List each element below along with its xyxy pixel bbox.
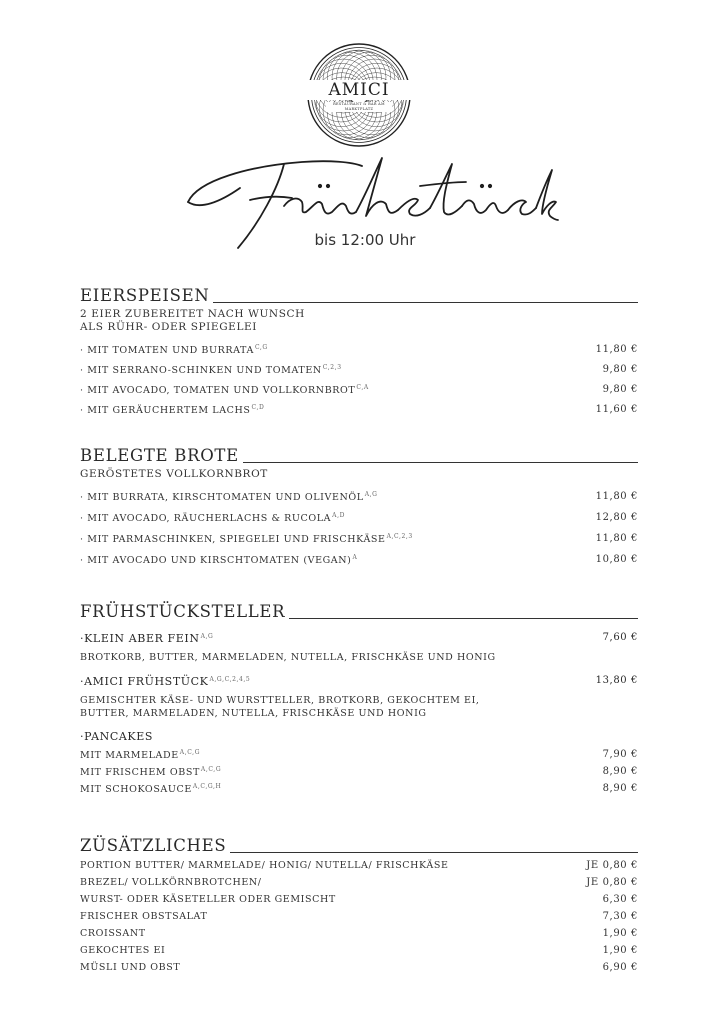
menu-item	[80, 962, 638, 979]
item-price: 7,90 €	[602, 749, 638, 760]
item-name	[80, 533, 413, 545]
menu-item	[80, 860, 638, 877]
menu-item	[80, 945, 638, 962]
item-price: 1,90 €	[602, 945, 638, 956]
section-subtitle: 2 EIER ZUBEREITET NACH WUNSCH	[80, 308, 305, 320]
item-label: · MIT AVOCADO UND KIRSCHTOMATEN (VEGAN)	[80, 555, 352, 566]
menu-item	[80, 928, 638, 945]
menu-item	[80, 491, 638, 512]
platter-label: ·PANCAKES	[80, 730, 154, 743]
item-label: · MIT AVOCADO, RÄUCHERLACHS & RUCOLA	[80, 513, 332, 524]
allergen-codes: A,G	[200, 633, 214, 640]
item-label: · MIT AVOCADO, TOMATEN UND VOLLKORNBROT	[80, 385, 356, 396]
item-name	[80, 783, 221, 795]
item-price: 11,80 €	[595, 491, 638, 502]
item-price: 11,80 €	[595, 344, 638, 355]
platter-description: GEMISCHTER KÄSE- UND WURSTTELLER, BROTKORB, GEKOCHTEM EI,	[80, 695, 480, 706]
menu-item	[80, 894, 638, 911]
allergen-codes: A,C,G	[179, 749, 201, 756]
item-price: JE 0,80 €	[586, 860, 638, 871]
item-name: BREZEL/ VOLLKÖRNBROTCHEN/	[80, 877, 262, 888]
menu-item	[80, 783, 638, 800]
section-subtitle: GERÖSTETES VOLLKORNBROT	[80, 468, 268, 480]
menu-item	[80, 766, 638, 783]
item-name: PORTION BUTTER/ MARMELADE/ HONIG/ NUTELLA/ FRISCHKÄSE	[80, 860, 449, 871]
section-title: FRÜHSTÜCKSTELLER	[80, 602, 289, 621]
platter-amici-fruehstueck	[80, 675, 638, 720]
allergen-codes: A,G	[364, 491, 378, 498]
section-zusaetzliches	[80, 834, 638, 979]
platter-title	[80, 632, 638, 648]
menu-item	[80, 749, 638, 766]
item-price: 8,90 €	[602, 783, 638, 794]
item-label: · MIT BURRATA, KIRSCHTOMATEN UND OLIVENÖL	[80, 492, 364, 503]
item-name: FRISCHER OBSTSALAT	[80, 911, 208, 922]
allergen-codes: A	[352, 554, 358, 561]
platter-pancakes	[80, 730, 638, 800]
item-name	[80, 491, 378, 503]
platter-klein-aber-fein	[80, 632, 638, 664]
item-price: 11,60 €	[595, 404, 638, 415]
section-header	[80, 444, 638, 466]
section-title: EIERSPEISEN	[80, 286, 213, 305]
item-label: MIT MARMELADE	[80, 750, 179, 761]
item-price: JE 0,80 €	[586, 877, 638, 888]
item-price: 11,80 €	[595, 533, 638, 544]
item-price: 6,90 €	[602, 962, 638, 973]
item-name: GEKOCHTES EI	[80, 945, 166, 956]
menu-item	[80, 384, 638, 404]
item-name: CROISSANT	[80, 928, 146, 939]
section-title: BELEGTE BROTE	[80, 446, 243, 465]
item-price: 6,30 €	[602, 894, 638, 905]
item-name	[80, 364, 342, 376]
section-fruehstuecksteller	[80, 600, 638, 810]
allergen-codes: A,G,C,2,4,5	[209, 676, 251, 683]
platter-title	[80, 730, 638, 746]
allergen-codes: C,G	[254, 344, 268, 351]
item-name	[80, 766, 221, 778]
platter-label: ·KLEIN ABER FEIN	[80, 632, 200, 645]
section-header	[80, 600, 638, 622]
menu-item	[80, 404, 638, 424]
item-price: 7,60 €	[602, 632, 638, 643]
section-header	[80, 284, 638, 306]
section-subtitle: ALS RÜHR- ODER SPIEGELEI	[80, 321, 258, 333]
menu-item	[80, 344, 638, 364]
item-name	[80, 554, 357, 566]
platter-description: BROTKORB, BUTTER, MARMELADEN, NUTELLA, FRISCHKÄSE UND HONIG	[80, 652, 496, 663]
menu-item	[80, 512, 638, 533]
menu-item	[80, 364, 638, 384]
item-name	[80, 512, 345, 524]
platter-label: ·AMICI FRÜHSTÜCK	[80, 675, 209, 688]
menu-item	[80, 877, 638, 894]
serving-time: bis 12:00 Uhr	[314, 231, 416, 249]
item-price: 9,80 €	[602, 384, 638, 395]
menu-item	[80, 533, 638, 554]
logo-name: AMICI	[306, 80, 412, 100]
logo-tagline: RESTAURANT & BAR AM MARKTPLATZ	[326, 102, 392, 112]
amici-logo	[306, 42, 412, 148]
section-header	[80, 834, 638, 856]
item-label: · MIT TOMATEN UND BURRATA	[80, 345, 254, 356]
menu-item	[80, 911, 638, 928]
section-eierspeisen	[80, 284, 638, 424]
menu-item	[80, 554, 638, 575]
item-label: MIT FRISCHEM OBST	[80, 767, 200, 778]
item-name	[80, 384, 369, 396]
item-price: 12,80 €	[595, 512, 638, 523]
item-name	[80, 404, 264, 416]
item-label: · MIT SERRANO-SCHINKEN UND TOMATEN	[80, 365, 322, 376]
item-price: 1,90 €	[602, 928, 638, 939]
item-price: 13,80 €	[595, 675, 638, 686]
item-name: MÜSLI UND OBST	[80, 962, 181, 973]
item-price: 10,80 €	[595, 554, 638, 565]
section-title: ZÜSÄTZLICHES	[80, 836, 230, 855]
section-belegte-brote	[80, 444, 638, 575]
item-label: · MIT PARMASCHINKEN, SPIEGELEI UND FRISCHKÄSE	[80, 534, 386, 545]
allergen-codes: C,2,3	[322, 364, 342, 371]
item-label: MIT SCHOKOSAUCE	[80, 784, 192, 795]
allergen-codes: C,D	[251, 404, 265, 411]
item-label: · MIT GERÄUCHERTEM LACHS	[80, 405, 251, 416]
allergen-codes: A,C,G	[200, 766, 222, 773]
item-name: WURST- ODER KÄSETELLER ODER GEMISCHT	[80, 894, 336, 905]
platter-title	[80, 675, 638, 691]
allergen-codes: A,C,G,H	[192, 783, 222, 790]
allergen-codes: C,A	[356, 384, 369, 391]
item-name	[80, 749, 200, 761]
platter-description: BUTTER, MARMELADEN, NUTELLA, FRISCHKÄSE UND HONIG	[80, 708, 427, 719]
item-price: 7,30 €	[602, 911, 638, 922]
item-price: 9,80 €	[602, 364, 638, 375]
allergen-codes: A,C,2,3	[386, 533, 413, 540]
item-price: 8,90 €	[602, 766, 638, 777]
item-name	[80, 344, 268, 356]
allergen-codes: A,D	[332, 512, 345, 519]
